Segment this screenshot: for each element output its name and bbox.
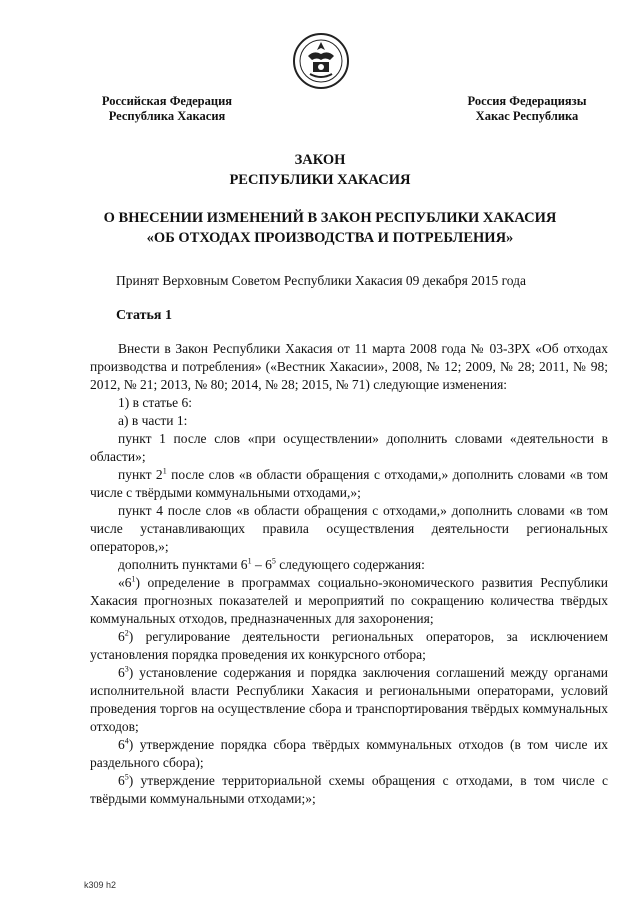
paragraph-point-6-1: «$6^1$) определение в программах социально-экономического развития Республики Хакасия прогнозных показателей и мероприятий по сокращению количества твёрдых коммунальных отходов, предназначенных для захоронения; bbox=[90, 574, 608, 626]
law-title bbox=[0, 150, 640, 190]
paragraph-point-4: пункт 4 после слов «в области обращения с отходами,» дополнить словами «в том числе устанавливающих правила осуществления деятельности региональных операторов,»; bbox=[90, 503, 608, 554]
law-subject-line-1: О ВНЕСЕНИИ ИЗМЕНЕНИЙ В ЗАКОН РЕСПУБЛИКИ ХАКАСИЯ bbox=[103, 210, 557, 226]
header-left bbox=[92, 94, 242, 124]
header-left-country: Российская Федерация bbox=[101, 94, 233, 108]
article-heading: Статья 1 bbox=[116, 308, 172, 323]
law-title-line-2: РЕСПУБЛИКИ ХАКАСИЯ bbox=[229, 172, 411, 188]
law-subject-line-2: «ОБ ОТХОДАХ ПРОИЗВОДСТВА И ПОТРЕБЛЕНИЯ» bbox=[146, 230, 514, 246]
paragraph-point-1: пункт 1 после слов «при осуществлении» дополнить словами «деятельности в области»; bbox=[90, 431, 608, 464]
paragraph-point-6-4: $6^4$) утверждение порядка сбора твёрдых коммунальных отходов (в том числе их раздельного сбора); bbox=[90, 736, 608, 770]
paragraph-point-6-5: $6^5$) утверждение территориальной схемы обращения с отходами, в том числе с твёрдыми коммунальными отходами;»; bbox=[90, 772, 608, 806]
law-title-line-1: ЗАКОН bbox=[294, 152, 346, 168]
document-code: k309 h2 bbox=[84, 880, 117, 890]
paragraph-point-6-2: $6^2$) регулирование деятельности региональных операторов, за исключением установления порядка проведения их конкурсного отбора; bbox=[90, 628, 608, 662]
coat-of-arms-emblem bbox=[292, 30, 350, 92]
header-right bbox=[452, 94, 602, 124]
header-left-republic: Республика Хакасия bbox=[108, 109, 226, 123]
header-right-republic: Хакас Республика bbox=[475, 109, 579, 123]
paragraph-point-6-3: $6^3$) установление содержания и порядка заключения соглашений между органами исполнительной власти Республики Хакасия и региональными операторами, условий проведения торгов на осуществление сбора и транспортирования твёрдых коммунальных отходов; bbox=[90, 664, 608, 734]
paragraph-item-1: 1) в статье 6: bbox=[118, 395, 192, 410]
adoption-note: Принят Верховным Советом Республики Хакасия 09 декабря 2015 года bbox=[116, 273, 526, 288]
header-right-country: Россия Федерациязы bbox=[467, 94, 587, 108]
paragraph-point-2-1: пункт $2^1$ после слов «в области обращения с отходами,» дополнить словами «в том числе с твёрдыми коммунальными отходами,»; bbox=[90, 466, 608, 500]
article-body bbox=[90, 340, 608, 808]
paragraph-add-points: дополнить пунктами $6^1 - 6^5$ следующего содержания: bbox=[118, 556, 425, 572]
paragraph-subitem-a: а) в части 1: bbox=[118, 413, 188, 428]
paragraph-intro: Внести в Закон Республики Хакасия от 11 марта 2008 года № 03-ЗРХ «Об отходах производства и потребления» («Вестник Хакасии», 2008, № 12; 2009, № 28; 2011, № 98; 2012, № 21; 2013, № 80; 2014, № 28; 2015, № 71) следующие изменения: bbox=[90, 341, 608, 392]
law-subject bbox=[60, 208, 600, 248]
